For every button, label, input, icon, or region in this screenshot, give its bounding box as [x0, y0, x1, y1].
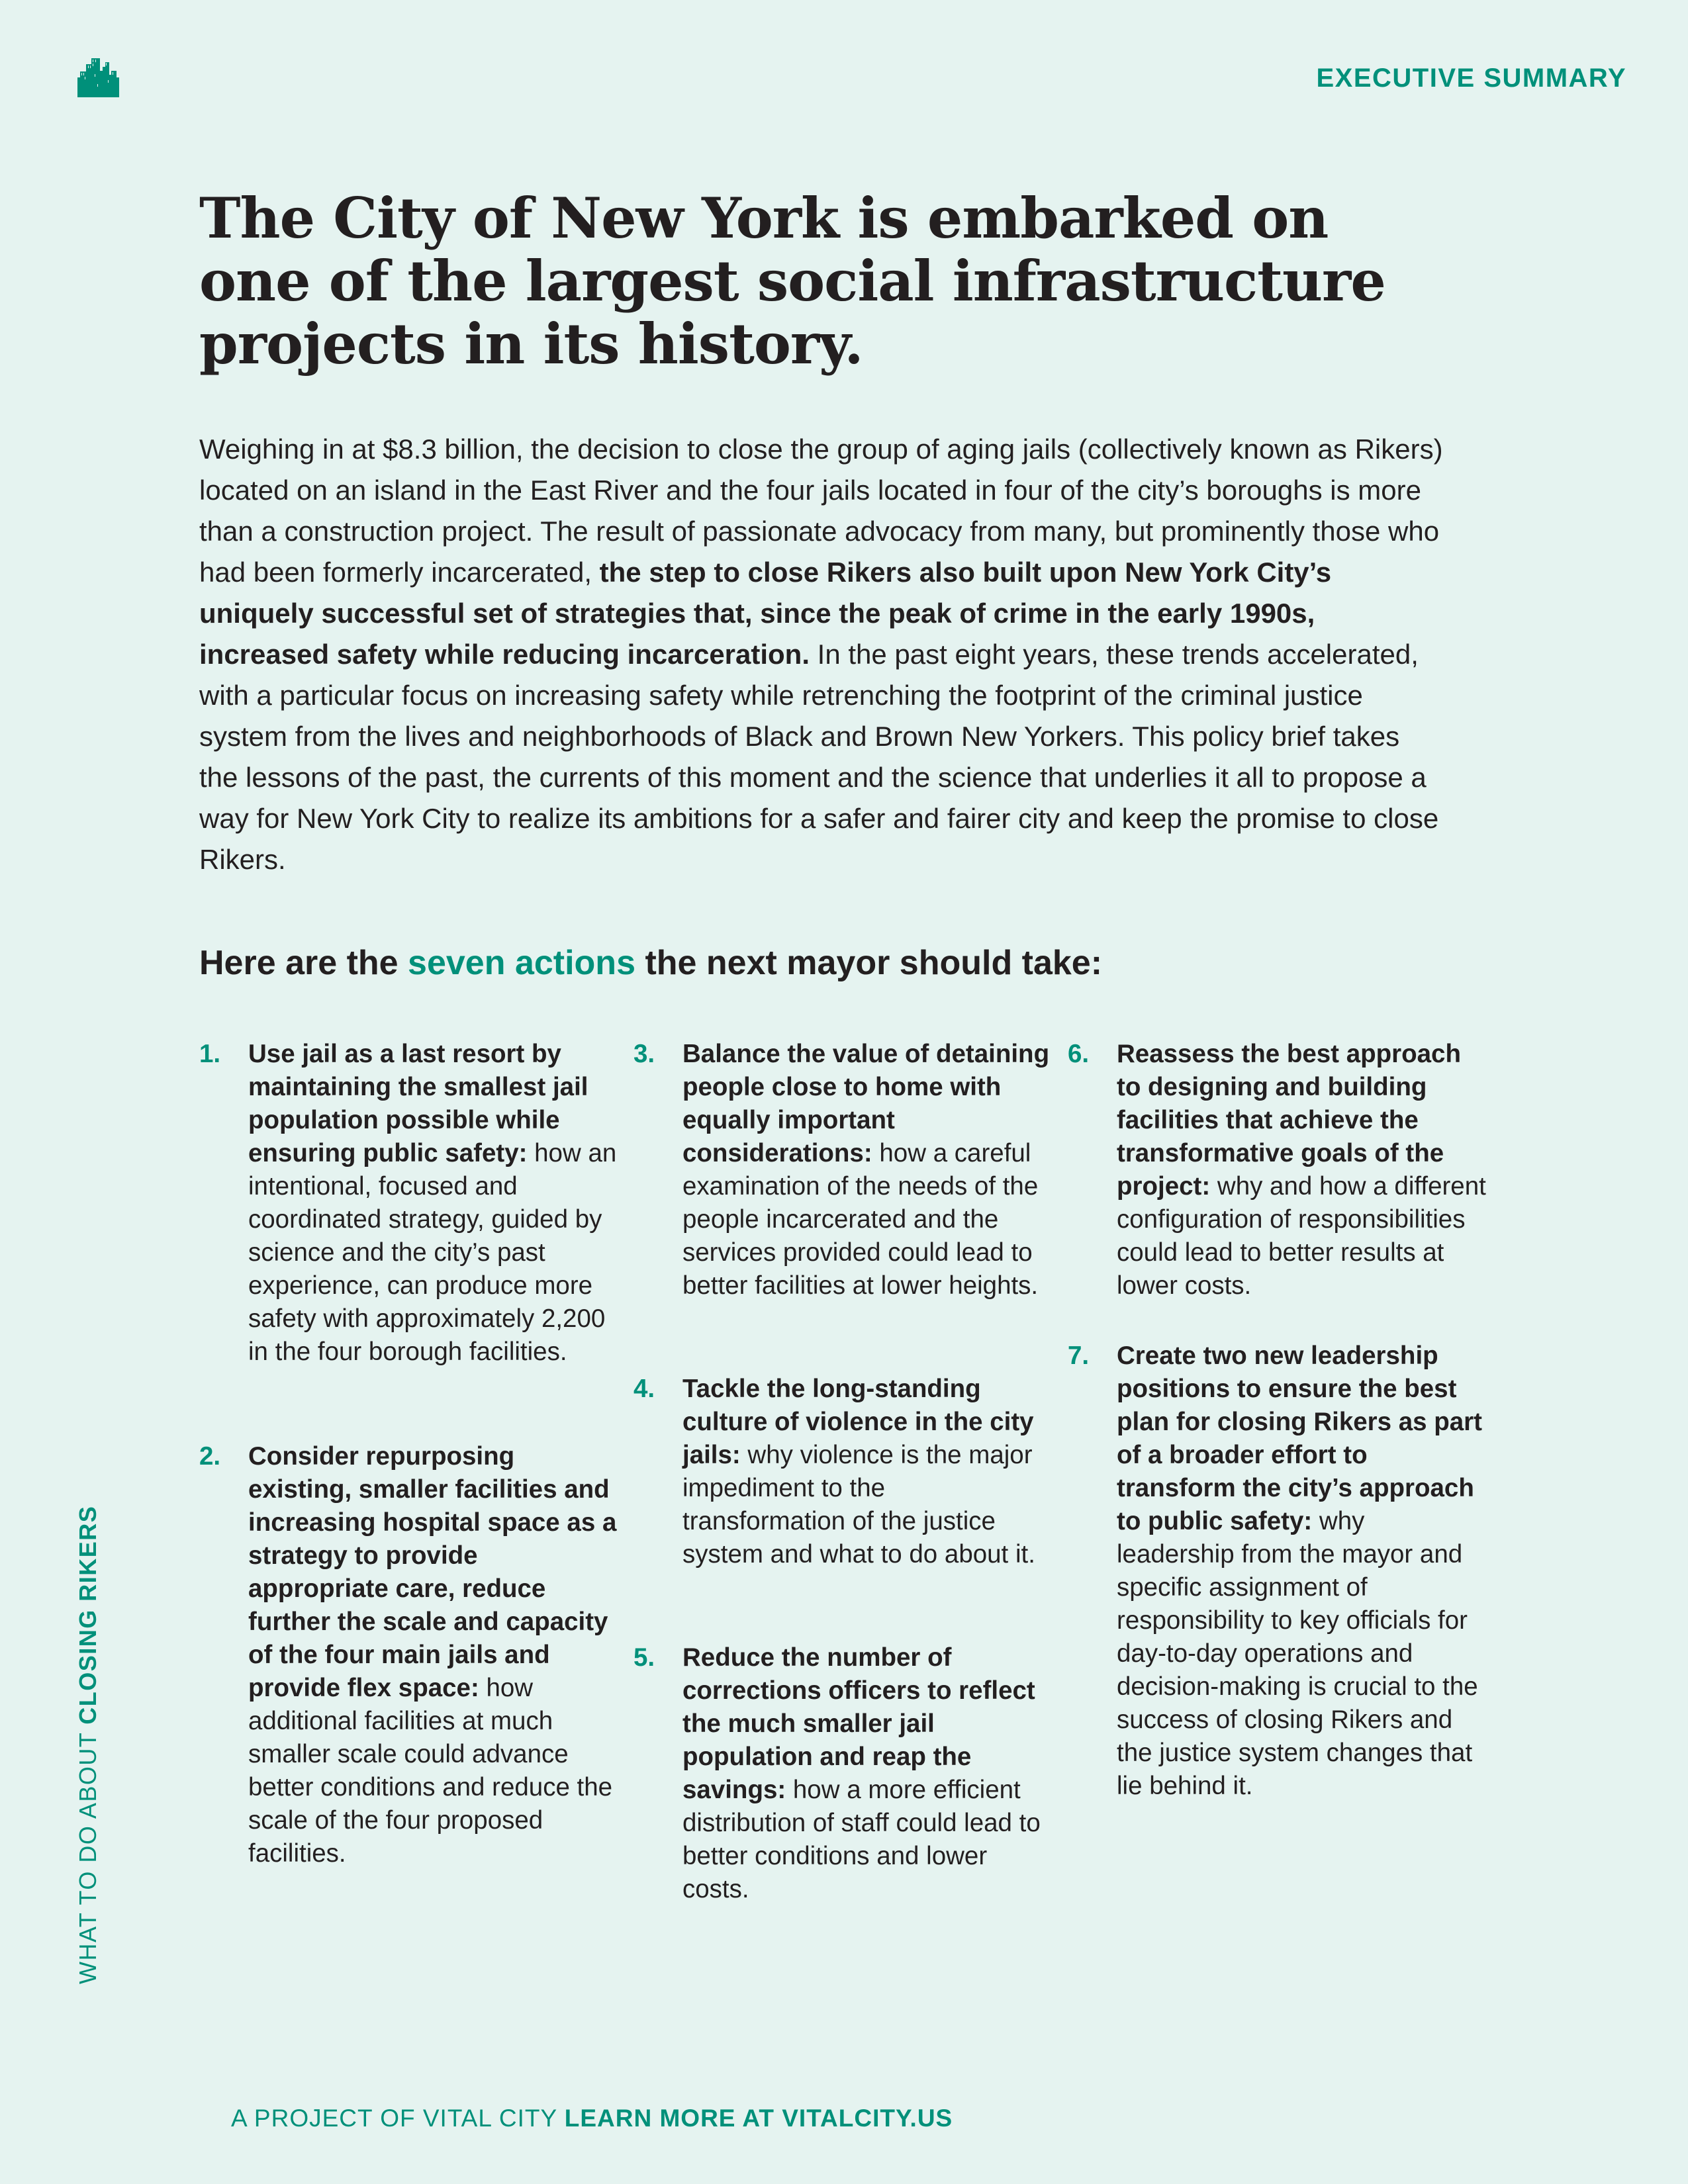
item-title: Tackle the long-standing culture of violence in the city jails: [682, 1375, 1034, 1469]
item-text: how an intentional, focused and coordinated strategy, guided by science and the city’s past experience, can produce more safety with approximately 2,200 in the four borough facilities. [248, 1139, 617, 1366]
item-title: Use jail as a last resort by maintaining the smallest jail population possible while ensuring public safety: [248, 1040, 588, 1167]
action-item [633, 1641, 1053, 1906]
action-item [1068, 1038, 1487, 1302]
item-text: how a more efficient distribution of staff could lead to better conditions and lower costs. [682, 1776, 1041, 1903]
item-text: why leadership from the mayor and specific assignment of responsibility to key officials for day-to-day operations and decision-making is crucial to the success of closing Rikers and the justice system changes that lie behind it. [1117, 1507, 1478, 1800]
page-title: The City of New York is embarked on one of the largest social infrastructure projects in its history. [199, 185, 1385, 377]
item-title: Balance the value of detaining people close to home with equally important considerations: [682, 1040, 1050, 1167]
action-item [1068, 1340, 1487, 1803]
item-number: 3. [633, 1040, 655, 1068]
intro-text: Weighing in at $8.3 billion, the decision to close the group of aging jails (collectively known as Rikers) located on an island in the East River and the four jails located in four of the city’s boroughs is more than a construction project. The result of passionate advocacy from many, but prominently those who had been formerly incarcerated, [199, 433, 1443, 588]
actions-heading [199, 943, 1102, 983]
item-text: why and how a different configuration of responsibilities could lead to better results at lower costs. [1117, 1172, 1486, 1300]
item-number: 7. [1068, 1342, 1090, 1370]
item-number: 6. [1068, 1040, 1090, 1068]
item-text: why violence is the major impediment to the transformation of the justice system and what to do about it. [682, 1441, 1035, 1569]
side-label-bold: CLOSING RIKERS [74, 1505, 101, 1725]
heading-highlight: seven actions [408, 944, 635, 982]
item-title: Reassess the best approach to designing and building facilities that achieve the transformative goals of the project: [1117, 1040, 1461, 1201]
heading-text: the next mayor should take: [635, 944, 1103, 982]
item-title: Create two new leadership positions to ensure the best plan for closing Rikers as part of a broader effort to transform the city’s approach to public safety: [1117, 1342, 1482, 1535]
footer-link[interactable]: LEARN MORE AT VITALCITY.US [564, 2105, 953, 2132]
footer-text: A PROJECT OF VITAL CITY [231, 2105, 565, 2132]
item-number: 2. [199, 1442, 221, 1471]
item-title: Reduce the number of corrections officers to reflect the much smaller jail population and reap the savings: [682, 1643, 1035, 1804]
section-label: EXECUTIVE SUMMARY [1316, 64, 1626, 93]
item-number: 5. [633, 1643, 655, 1672]
intro-paragraph [199, 429, 1444, 880]
side-label [74, 1506, 102, 1984]
city-skyline-icon [77, 58, 120, 98]
intro-bold-text: the step to close Rikers also built upon New York City’s uniquely successful set of strategies that, since the peak of crime in the early 1990s, increased safety while reducing incarceration. [199, 557, 1332, 670]
action-item [199, 1440, 619, 1870]
action-item [199, 1038, 619, 1369]
item-number: 1. [199, 1040, 221, 1068]
action-item [633, 1373, 1053, 1571]
heading-text: Here are the [199, 944, 408, 982]
footer [231, 2105, 953, 2132]
side-label-text: WHAT TO DO ABOUT [74, 1724, 101, 1984]
item-number: 4. [633, 1375, 655, 1403]
item-title: Consider repurposing existing, smaller facilities and increasing hospital space as a strategy to provide appropriate care, reduce further the scale and capacity of the four main jails and provide flex space: [248, 1442, 617, 1702]
intro-text: In the past eight years, these trends accelerated, with a particular focus on increasing safety while retrenching the footprint of the criminal justice system from the lives and neighborhoods of Black and Brown New Yorkers. This policy brief takes the lessons of the past, the currents of this moment and the science that underlies it all to propose a way for New York City to realize its ambitions for a safer and fairer city and keep the promise to close Rikers. [199, 639, 1439, 875]
item-text: how a careful examination of the needs of the people incarcerated and the services provided could lead to better facilities at lower heights. [682, 1139, 1039, 1300]
action-item [633, 1038, 1053, 1302]
item-text: how additional facilities at much smaller scale could advance better conditions and reduce the scale of the four proposed facilities. [248, 1674, 613, 1868]
